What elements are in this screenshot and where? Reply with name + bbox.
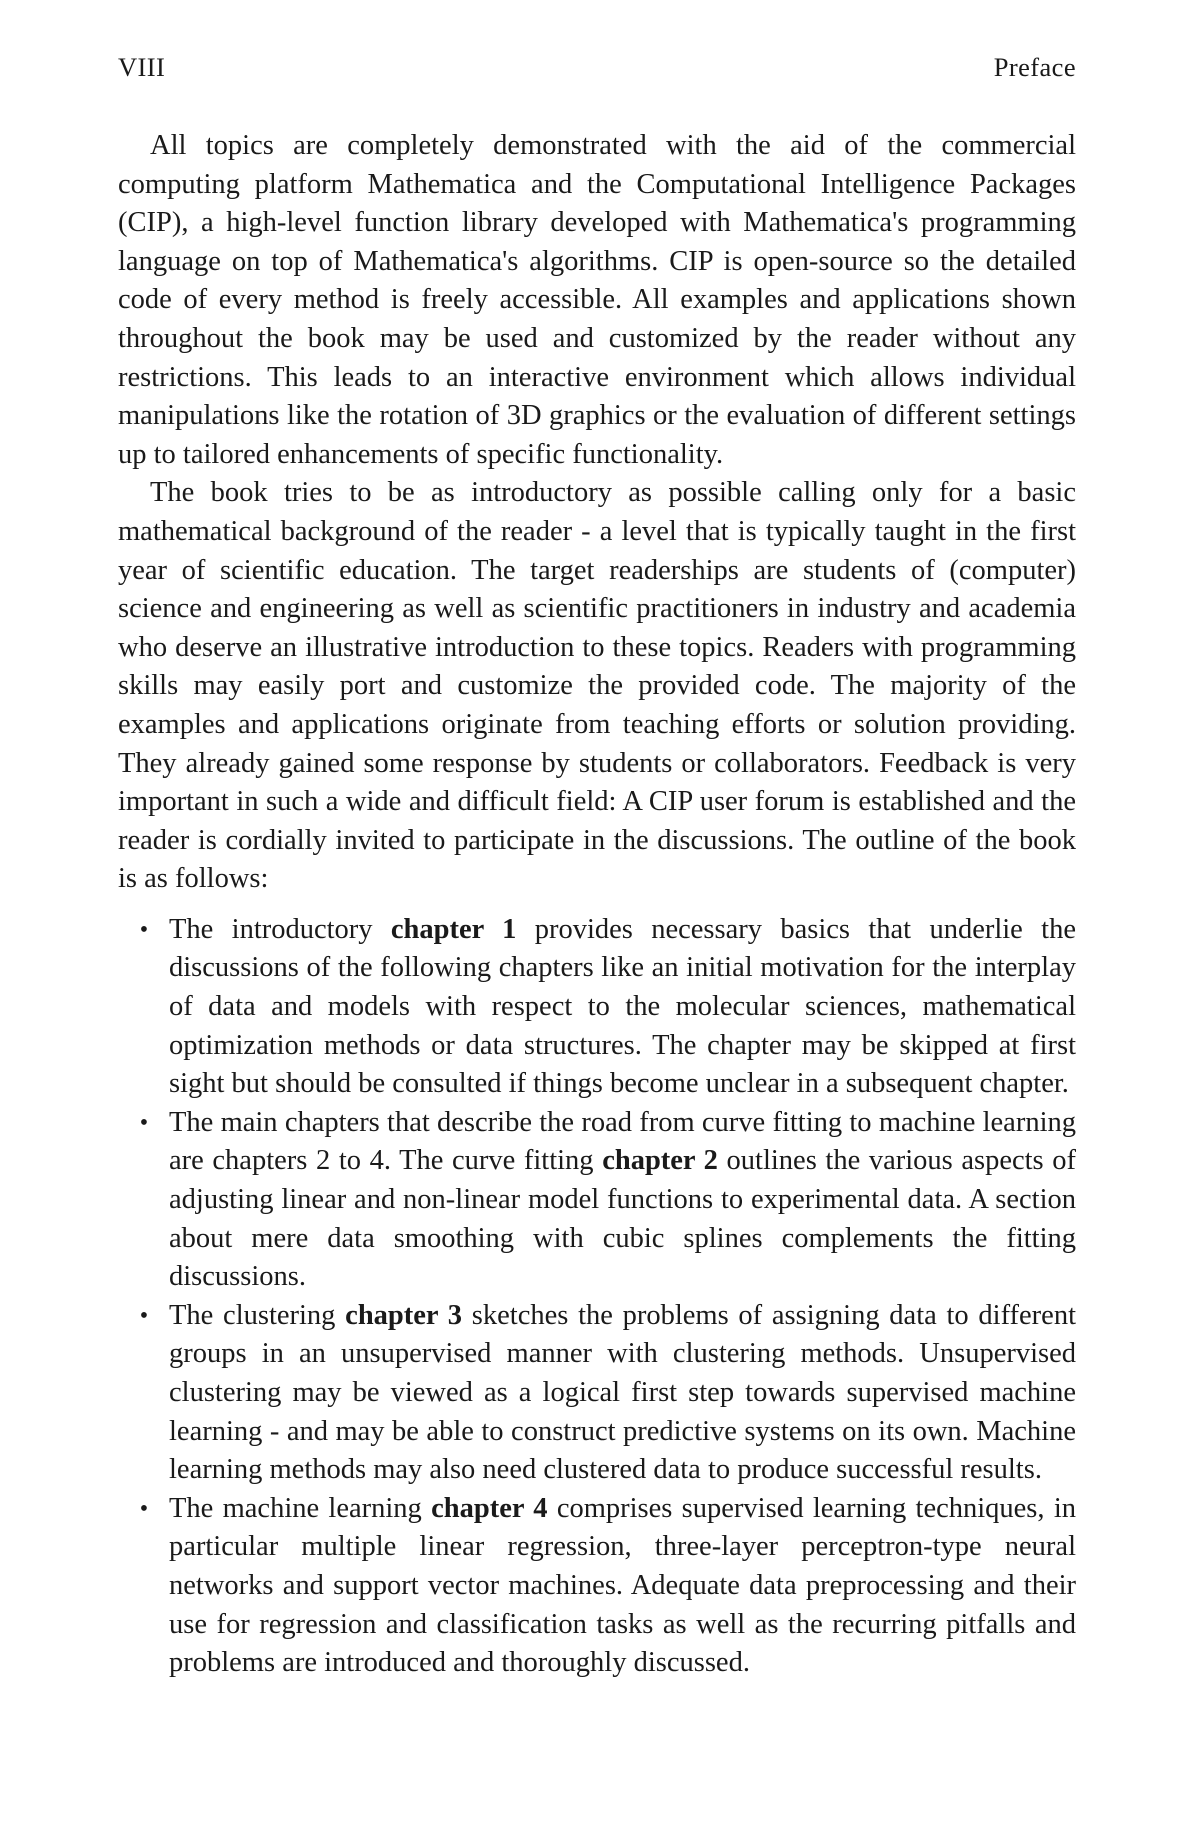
outline-rest-text: provides necessary basics that underlie the discussions of the following chapters like an initial motivation for the interplay of data and models with respect to the molecular sciences, mathematical optimization methods or data structures. The chapter may be skipped at first sight but should be consulted if things become unclear in a subsequent chapter.	[169, 913, 1076, 1100]
outline-rest-text: outlines the various aspects of adjusting linear and non-linear model functions to experimental data. A section about mere data smoothing with cubic splines complements the fitting discussions.	[169, 1145, 1076, 1293]
page-number: VIII	[118, 52, 166, 82]
outline-lead-text: The introductory	[169, 913, 391, 945]
page-content	[118, 0, 1076, 1683]
paragraph-2: The book tries to be as introductory as possible calling only for a basic mathematical background of the reader - a level that is typically taught in the first year of scientific education. The target readerships are students of (computer) science and engineering as well as scientific practitioners in industry and academia who deserve an illustrative introduction to these topics. Readers with programming skills may easily port and customize the provided code. The majority of the examples and applications originate from teaching efforts or solution providing. They already gained some response by students or collaborators. Feedback is very important in such a wide and difficult field: A CIP user forum is established and the reader is cordially invited to participate in the discussions. The outline of the book is as follows:	[118, 477, 1076, 895]
paragraph-1: All topics are completely demonstrated with the aid of the commercial computing platform Mathematica and the Computational Intelligence Packages (CIP), a high-level function library developed with Mathematica's programming language on top of Mathematica's algorithms. CIP is open-source so the detailed code of every method is freely accessible. All examples and applications shown throughout the book may be used and customized by the reader without any restrictions. This leads to an interactive environment which allows individual manipulations like the rotation of 3D graphics or the evaluation of different settings up to tailored enhancements of specific functionality.	[118, 130, 1076, 470]
outline-rest-text: comprises supervised learning techniques, in particular multiple linear regression, three-layer perceptron-type neural networks and support vector machines. Adequate data preprocessing and their use for regression and classification tasks as well as the recurring pitfalls and problems are introduced and thoroughly discussed.	[169, 1492, 1076, 1679]
chapter-reference: chapter 2	[602, 1145, 718, 1177]
outline-lead-text: The main chapters that describe the road from curve fitting to machine learning are chapters 2 to 4. The curve fitting	[169, 1106, 1076, 1177]
chapter-reference: chapter 1	[390, 913, 517, 945]
chapter-outline-list	[118, 911, 1076, 1683]
running-head	[118, 52, 1076, 83]
list-item	[118, 1104, 1076, 1297]
outline-rest-text: sketches the problems of assigning data to different groups in an unsupervised manner with clustering methods. Unsupervised clustering may be viewed as a logical first step towards supervised machine learning - and may be able to construct predictive systems on its own. Machine learning methods may also need clustered data to produce successful results.	[169, 1299, 1076, 1486]
bullet-icon: •	[139, 1302, 149, 1329]
list-item	[118, 1297, 1076, 1490]
chapter-reference: chapter 4	[431, 1492, 548, 1524]
list-item	[118, 1490, 1076, 1683]
bullet-icon: •	[139, 1109, 149, 1136]
outline-lead-text: The machine learning	[169, 1492, 432, 1524]
bullet-icon: •	[139, 916, 149, 943]
running-head-title: Preface	[993, 52, 1076, 82]
chapter-reference: chapter 3	[345, 1299, 463, 1331]
outline-lead-text: The clustering	[169, 1299, 346, 1331]
list-item	[118, 911, 1076, 1104]
bullet-icon: •	[139, 1495, 149, 1522]
body-text	[118, 127, 1076, 1683]
